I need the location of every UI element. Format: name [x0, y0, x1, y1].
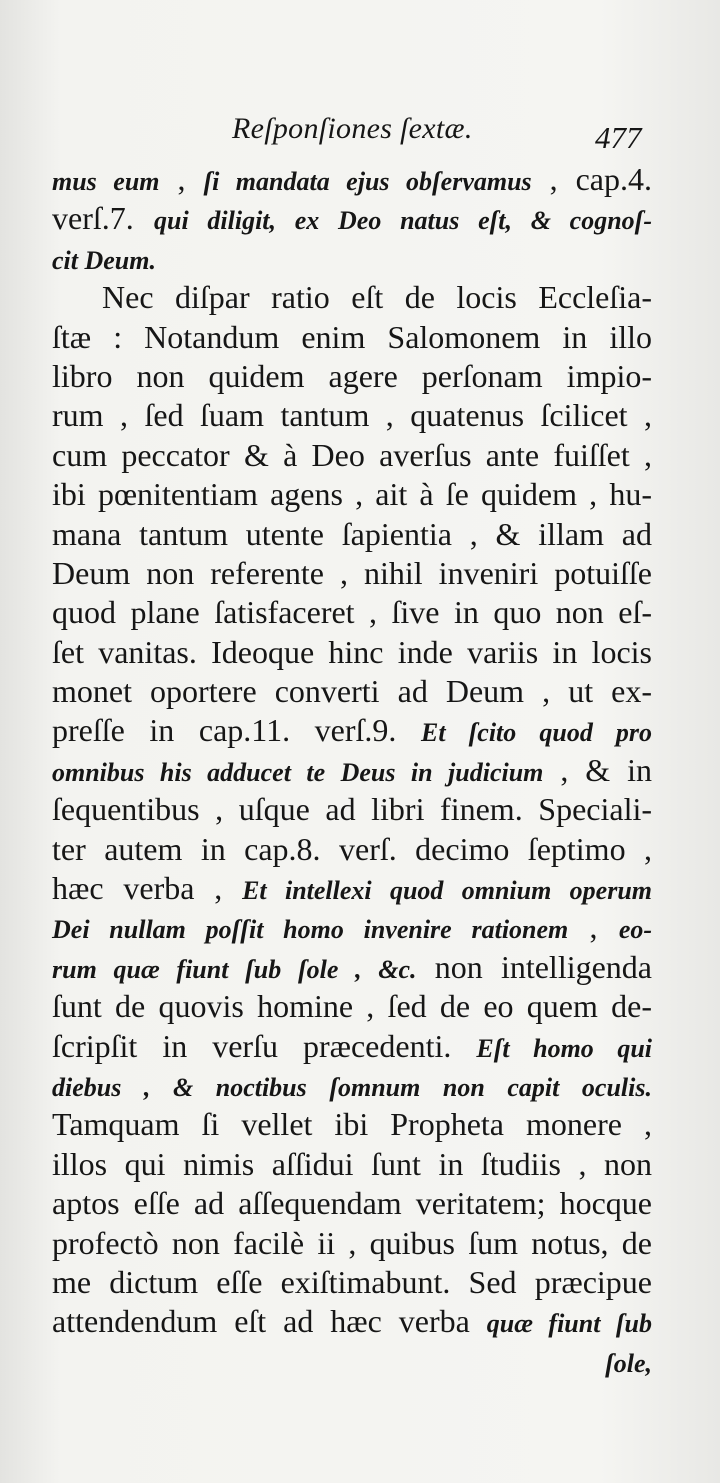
roman-text: libro non quidem agere perſonam impio- — [52, 357, 652, 394]
italic-text: omnibus his adducet te Deus in judicium — [52, 757, 544, 787]
text-line — [52, 987, 652, 1026]
roman-text: Deum non referente , nihil inveniri potuiſſe — [52, 554, 652, 591]
text-line — [52, 948, 652, 987]
italic-text: Eſt homo qui — [476, 1033, 653, 1063]
roman-text: illos qui nimis aſſidui ſunt in ſtudiis , non — [52, 1145, 652, 1182]
text-line — [52, 199, 652, 238]
roman-text: me dictum eſſe exiſtimabunt. Sed præcipue — [52, 1263, 652, 1300]
roman-text: profectò non facilè ii , quibus ſum notus, de — [52, 1224, 652, 1261]
text-line — [52, 357, 652, 396]
text-line — [52, 1342, 652, 1381]
italic-text: ſi mandata ejus obſervamus — [203, 167, 532, 196]
roman-text: , — [159, 161, 204, 197]
text-line — [52, 790, 652, 829]
italic-text: rum quæ fiunt ſub ſole , &c. — [52, 954, 417, 984]
roman-text: hæc verba , — [52, 870, 243, 907]
text-line — [52, 1066, 652, 1105]
text-line — [52, 1027, 652, 1066]
text-line — [52, 515, 652, 554]
roman-text: rum , ſed ſuam tantum , quatenus ſcilicet , — [52, 397, 652, 434]
text-line — [52, 751, 652, 790]
roman-text: , & in — [543, 751, 653, 788]
roman-text: ſcripſit in verſu præcedenti. — [52, 1027, 477, 1064]
roman-text: quod plane ſatisfaceret , ſive in quo non eſ- — [52, 594, 652, 631]
roman-text: Nec diſpar ratio eſt de locis Eccleſia- — [102, 279, 652, 316]
text-line — [52, 869, 652, 908]
roman-text: attendendum eſt ad hæc verba — [52, 1303, 487, 1340]
text-line — [52, 593, 652, 632]
italic-text: diebus , & noctibus ſomnum non capit oculis. — [52, 1072, 652, 1102]
text-line — [52, 1145, 652, 1184]
roman-text: ſet vanitas. Ideoque hinc inde variis in locis — [52, 633, 652, 670]
italic-text: Et ſcito quod pro — [421, 718, 653, 748]
italic-text: qui diligit, ex Deo natus eſt, & cognoſ- — [153, 206, 652, 236]
italic-text: Dei nullam poſſit homo invenire rationem — [52, 915, 569, 945]
text-line — [52, 1263, 652, 1302]
roman-text: ſunt de quovis homine , ſed de eo quem de- — [52, 988, 652, 1025]
text-line — [52, 633, 652, 672]
roman-text: non intelligenda — [416, 948, 652, 985]
roman-text: Tamquam ſi vellet ibi Propheta monere , — [52, 1106, 652, 1143]
text-line — [52, 554, 652, 593]
roman-text: monet oportere converti ad Deum , ut ex- — [52, 673, 652, 710]
page-header — [0, 112, 720, 160]
text-line — [52, 908, 652, 947]
roman-text: ter autem in cap.8. verſ. decimo ſeptimo , — [52, 830, 652, 867]
italic-text: ſole, — [605, 1348, 652, 1378]
roman-text: cum peccator & à Deo averſus ante fuiſſet , — [52, 436, 652, 473]
text-line — [52, 830, 652, 869]
roman-text: ibi pœnitentiam agens , ait à ſe quidem , hu- — [52, 476, 652, 513]
roman-text: verſ.7. — [52, 200, 154, 237]
text-line — [52, 672, 652, 711]
italic-text: eo- — [618, 915, 653, 945]
italic-text: Et intellexi quod omnium operum — [242, 876, 653, 906]
text-line — [52, 396, 652, 435]
text-line — [52, 475, 652, 514]
italic-text: mus eum — [52, 167, 160, 196]
roman-text: ſtæ : Notandum enim Salomonem in illo — [52, 318, 652, 355]
roman-text: mana tantum utente ſapientia , & illam ad — [52, 515, 652, 552]
roman-text: , cap.4. — [531, 161, 653, 197]
text-line — [52, 1302, 652, 1341]
body-text — [52, 160, 652, 1381]
roman-text: ſequentibus , uſque ad libri finem. Speciali- — [52, 791, 652, 828]
text-line — [52, 1224, 652, 1263]
text-line — [52, 239, 652, 278]
italic-text: quæ fiunt ſub — [486, 1309, 652, 1339]
page-number: 477 — [595, 120, 642, 155]
italic-text: cit Deum. — [52, 245, 156, 275]
text-line — [52, 160, 652, 199]
text-line — [52, 436, 652, 475]
text-line — [52, 711, 652, 750]
running-head: Reſponſiones ſextæ. — [232, 112, 473, 145]
roman-text: , — [568, 909, 619, 946]
roman-text: aptos eſſe ad aſſequendam veritatem; hocque — [52, 1185, 652, 1222]
text-line — [52, 278, 652, 317]
roman-text: preſſe in cap.11. verſ.9. — [52, 712, 421, 749]
text-line — [52, 1184, 652, 1223]
text-line — [52, 318, 652, 357]
text-line — [52, 1105, 652, 1144]
